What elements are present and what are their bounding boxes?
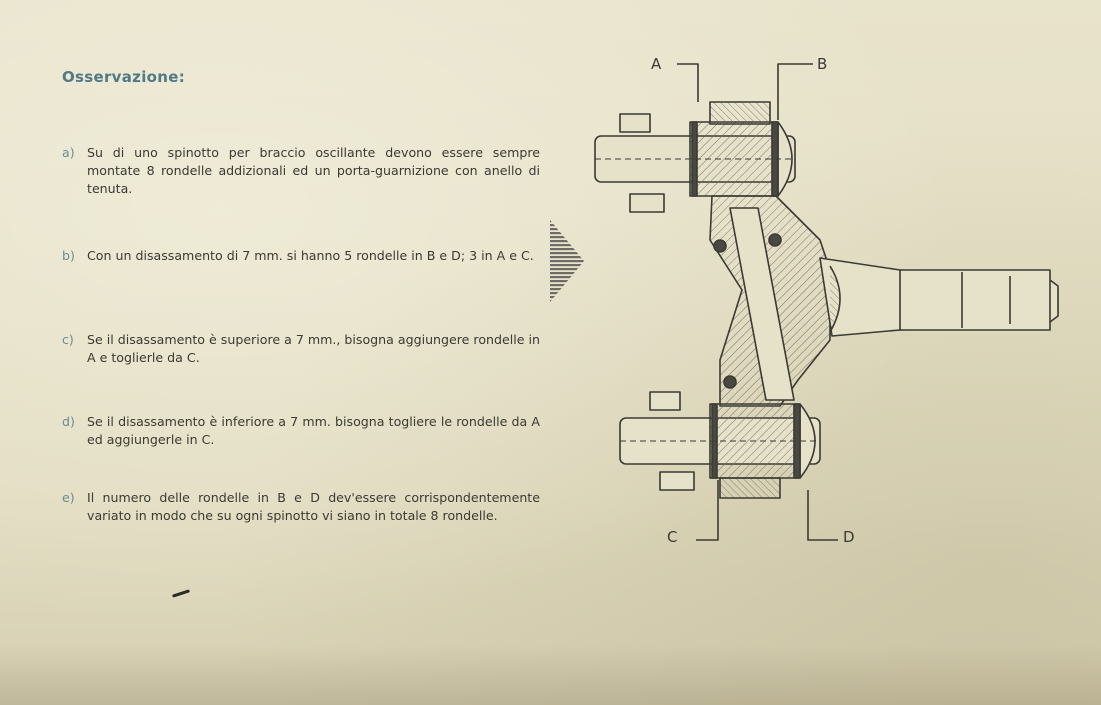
note-a	[62, 144, 540, 198]
note-b	[62, 247, 540, 265]
callout-b: B	[817, 55, 828, 73]
note-text: Se il disassamento è superiore a 7 mm., bisogna aggiungere rondelle in A e toglierle da C.	[87, 332, 540, 365]
note-marker: d)	[62, 414, 75, 429]
note-d	[62, 413, 540, 449]
note-e	[62, 489, 540, 525]
kingpin-assembly-drawing	[580, 40, 1080, 560]
note-marker: e)	[62, 490, 75, 505]
note-marker: a)	[62, 145, 75, 160]
note-marker: b)	[62, 248, 75, 263]
paper-shadow	[0, 645, 1101, 705]
callout-c: C	[667, 528, 678, 546]
pencil-mark	[172, 589, 190, 597]
section-heading: Osservazione:	[62, 68, 186, 86]
callout-d: D	[843, 528, 855, 546]
note-text: Su di uno spinotto per braccio oscillante devono essere sempre montate 8 rondelle addizionali ed un porta-guarnizione con anello di tenuta.	[87, 145, 540, 196]
callout-a: A	[651, 55, 662, 73]
note-c	[62, 331, 540, 367]
note-text: Con un disassamento di 7 mm. si hanno 5 rondelle in B e D; 3 in A e C.	[87, 248, 534, 263]
note-marker: c)	[62, 332, 74, 347]
note-text: Se il disassamento è inferiore a 7 mm. bisogna togliere le rondelle da A ed aggiungerle in C.	[87, 414, 540, 447]
striped-arrow-icon	[550, 220, 584, 302]
note-text: Il numero delle rondelle in B e D dev'essere corrispondentemente variato in modo che su ogni spinotto vi siano in totale 8 rondelle.	[87, 490, 540, 523]
